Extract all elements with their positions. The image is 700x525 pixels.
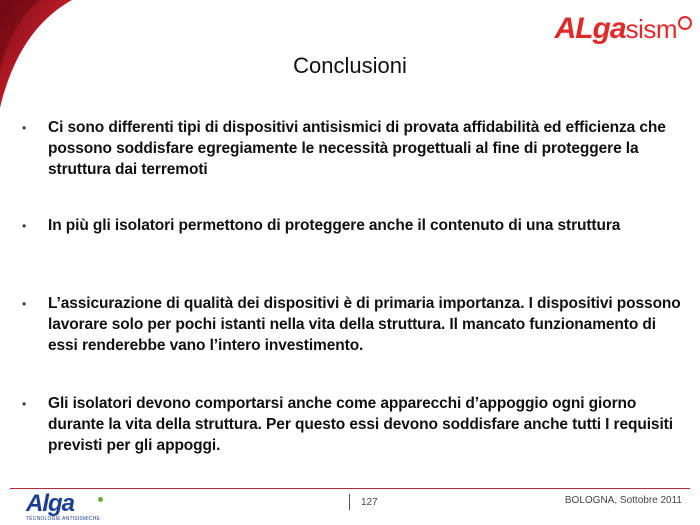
footer-location-date: BOLOGNA, Sottobre 2011 bbox=[564, 495, 682, 506]
bullet-text: Gli isolatori devono comportarsi anche come apparecchi d’appoggio ogni giorno durante la vita della struttura. Per questo essi devono soddisfare anche tutti I requisiti previsti per gli appoggi. bbox=[48, 395, 673, 454]
alga-footer-logo bbox=[26, 490, 106, 523]
bullet-text: In più gli isolatori permettono di proteggere anche il contenuto di una struttura bbox=[48, 217, 621, 234]
bullet-item bbox=[22, 293, 682, 356]
logo-dot-icon bbox=[98, 497, 103, 502]
bullet-dot-icon: • bbox=[22, 121, 27, 135]
page-number-separator bbox=[349, 494, 350, 510]
logo-sism-text: sism bbox=[625, 14, 677, 44]
slide-title: Conclusioni bbox=[293, 53, 407, 78]
bullet-dot-icon: • bbox=[22, 297, 27, 311]
footer-logo-subtitle: TECNOLOGIE ANTISISMICHE bbox=[26, 516, 101, 522]
page-number: 127 bbox=[361, 497, 378, 508]
logo-alga-text: ALga bbox=[554, 12, 626, 45]
bullet-dot-icon: • bbox=[22, 219, 27, 233]
bullet-text: Ci sono differenti tipi di dispositivi antisismici di provata affidabilità ed efficienza che possono soddisfare egregiamente le necessità progettuali al fine di proteggere la struttura dai terremoti bbox=[48, 119, 666, 178]
bullet-dot-icon: • bbox=[22, 397, 27, 411]
algasism-logo bbox=[555, 14, 692, 44]
logo-ring-icon bbox=[678, 16, 692, 30]
bullet-item bbox=[22, 393, 682, 456]
footer-logo-text: Alga bbox=[26, 490, 75, 517]
bullet-item bbox=[22, 117, 682, 180]
bullet-item bbox=[22, 215, 682, 236]
footer-divider bbox=[10, 488, 690, 489]
bullet-text: L’assicurazione di qualità dei dispositivi è di primaria importanza. I dispositivi possono lavorare solo per pochi istanti nella vita della struttura. Il mancato funzionamento di essi renderebbe vano l’intero investimento. bbox=[48, 295, 681, 354]
